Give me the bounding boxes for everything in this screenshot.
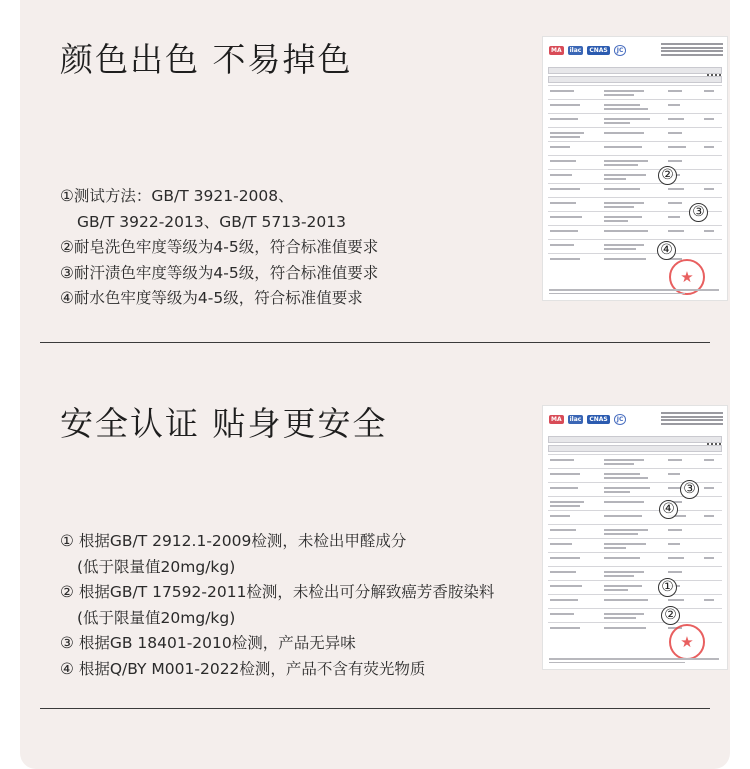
marker-3: ③ [689,203,708,222]
test-item: (低于限量值20mg/kg) [77,608,236,627]
marker-4: ④ [659,500,678,519]
marker-2: ② [661,606,680,625]
test-item: ④耐水色牢度等级为4-5级，符合标准值要求 [60,289,363,307]
test-item: ③耐汗渍色牢度等级为4-5级，符合标准值要求 [60,263,379,282]
cnas-logo: CNAS [589,46,608,54]
ilac-logo: ilac [569,46,582,54]
marker-3: ③ [680,480,699,499]
ilac-logo: ilac [569,415,582,423]
cnas-logo: CNAS [589,415,608,423]
test-item: ④ 根据Q/BY M001-2022检测，产品不含有荧光物质 [60,659,426,678]
ma-logo: MA [551,46,562,54]
jc-logo: JC [614,45,627,56]
marker-4: ④ [657,241,676,260]
test-report-image [542,405,728,670]
marker-2: ② [658,166,677,185]
test-item: GB/T 3922-2013、GB/T 5713-2013 [77,212,346,231]
jc-logo: JC [614,414,627,425]
test-item-list [60,529,494,682]
report-header-text [661,43,723,57]
test-item: ① 根据GB/T 2912.1-2009检测，未检出甲醛成分 [60,532,407,550]
red-seal-stamp: ★ [669,624,705,660]
red-seal-stamp: ★ [669,259,705,295]
ma-logo: MA [551,415,562,423]
report-header-text [661,412,723,426]
marker-1: ① [658,578,677,597]
report-footer [549,656,719,663]
test-item: ②耐皂洗色牢度等级为4-5级，符合标准值要求 [60,238,379,256]
test-item: ② 根据GB/T 17592-2011检测，未检出可分解致癌芳香胺染料 [60,583,495,601]
certification-logos [549,412,626,426]
section-title: 安全认证 贴身更安全 [60,404,388,443]
content-panel [20,0,730,769]
report-table [548,67,722,267]
report-footer [549,287,719,294]
safety-certification-section [40,372,710,732]
test-report-image [542,36,728,301]
colorfastness-section [40,0,710,342]
section-divider [40,342,710,343]
test-item-list [60,184,378,312]
section-title: 颜色出色 不易掉色 [60,40,353,79]
test-item: (低于限量值20mg/kg) [77,557,236,576]
test-item: ③ 根据GB 18401-2010检测，产品无异味 [60,634,356,652]
test-item: ①测试方法：GB/T 3921-2008、 [60,187,294,205]
certification-logos [549,43,626,57]
report-table [548,436,722,636]
section-divider [40,708,710,709]
